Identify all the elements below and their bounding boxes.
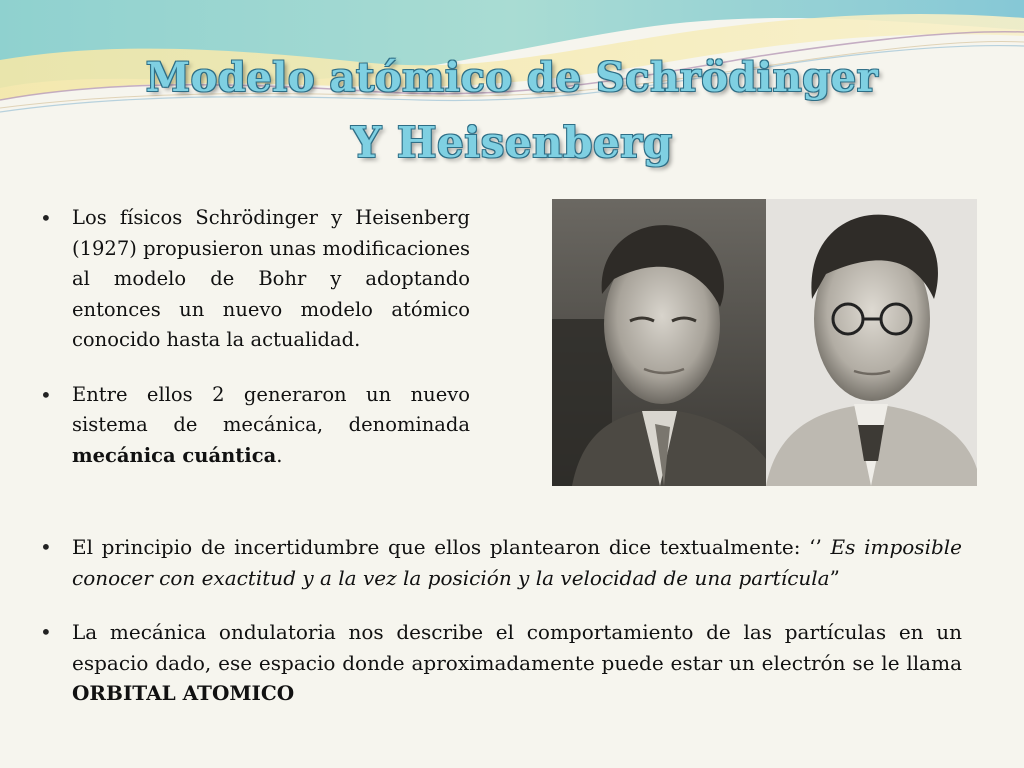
bullet-text: La mecánica ondulatoria nos describe el comportamiento de las partículas en un espacio dado, ese espacio donde aproximadamente puede estar un electrón se le llama [72,620,962,675]
scientists-photo [552,199,977,486]
bullet-item-quantum-mechanics [40,380,470,472]
bottom-bullet-list [40,532,962,709]
bullet-text: Entre ellos 2 generaron un nuevo sistema de mecánica, denominada [72,382,470,436]
bullet-bold-term: ORBITAL ATOMICO [72,681,295,705]
bullet-text: El principio de incertidumbre que ellos plantearon dice textualmente: ‘’ [72,535,831,559]
bullet-text-end: . [276,443,283,467]
bullet-item-uncertainty-principle [40,532,962,593]
bullet-bold-term: mecánica cuántica [72,443,277,467]
slide-title-line1: Modelo atómico de Schrödinger [145,54,879,101]
bullet-item-physicists [40,203,470,356]
bullet-item-wave-mechanics [40,617,962,709]
uncertainty-quote: Es imposible conocer con exactitud y a la vez la posición y la velocidad de una partícula [72,535,963,590]
bullet-text-end: ” [829,565,840,590]
heisenberg-portrait [552,199,766,486]
schrodinger-portrait [766,199,977,486]
top-bullet-list [40,203,470,471]
slide-title-line2: Y Heisenberg [351,118,673,167]
bullet-text: Los físicos Schrödinger y Heisenberg (1927) propusieron unas modificaciones al modelo de Bohr y adoptando entonces un nuevo modelo atómico conocido hasta la actualidad. [72,206,470,351]
